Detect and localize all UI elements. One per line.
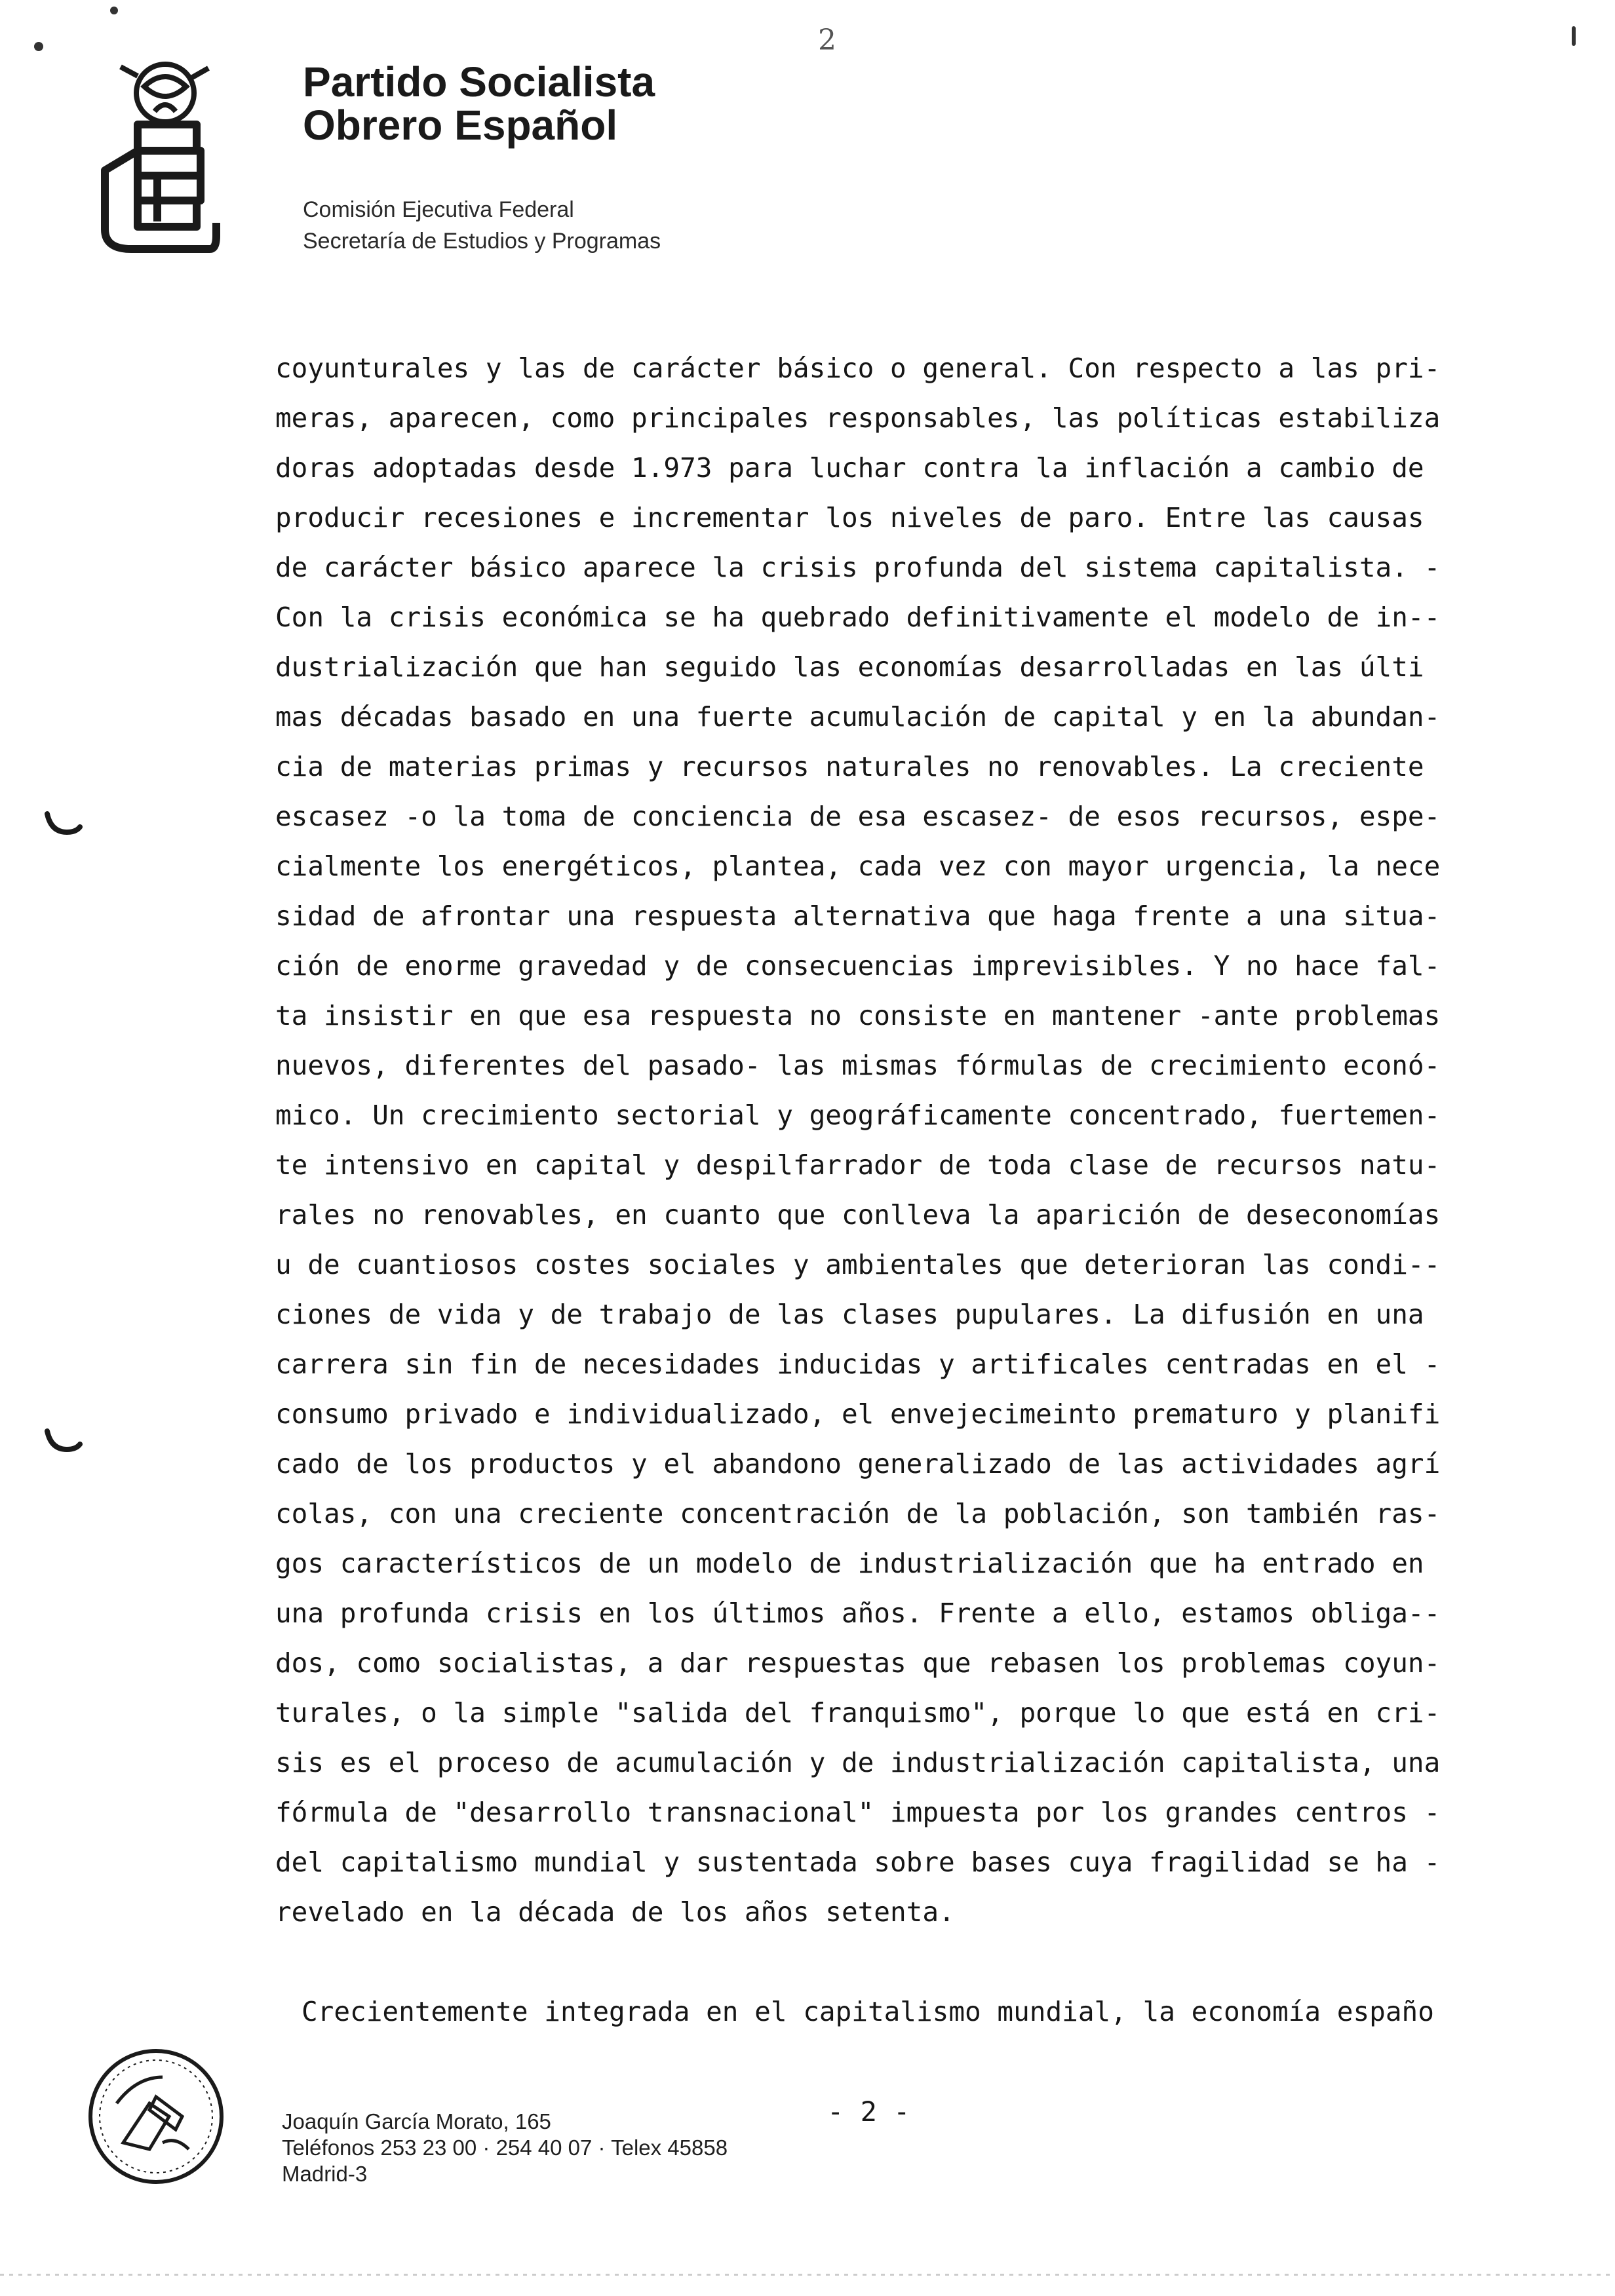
punch-hole-mark-icon <box>43 1427 83 1453</box>
text-line: de carácter básico aparece la crisis profunda del sistema capitalista. - <box>275 552 1441 583</box>
text-line: sidad de afrontar una respuesta alternativa que haga frente a una situa- <box>275 900 1441 932</box>
text-line: consumo privado e individualizado, el envejecimeinto prematuro y planifi <box>275 1398 1441 1430</box>
body-paragraph-1 <box>275 343 1488 1937</box>
address-phones: Teléfonos 253 23 00 · 254 40 07 · Telex 45858 <box>282 2135 728 2160</box>
text-line: ciones de vida y de trabajo de las clases pupulares. La difusión en una <box>275 1299 1424 1330</box>
punch-hole-mark-icon <box>43 810 83 836</box>
text-line: colas, con una creciente concentración de la población, son también ras- <box>275 1498 1441 1529</box>
text-line: producir recesiones e incrementar los niveles de paro. Entre las causas <box>275 502 1424 533</box>
text-line: doras adoptadas desde 1.973 para luchar contra la inflación a cambio de <box>275 452 1424 484</box>
department-line1: Comisión Ejecutiva Federal <box>303 197 574 222</box>
body-paragraph-2 <box>275 1987 1488 2037</box>
text-line: coyunturales y las de carácter básico o general. Con respecto a las pri- <box>275 353 1441 384</box>
text-line: cialmente los energéticos, plantea, cada vez con mayor urgencia, la nece <box>275 851 1441 882</box>
text-line: dustrialización que han seguido las economías desarrolladas en las últi <box>275 651 1424 683</box>
scan-edge-line <box>0 2274 1615 2276</box>
text-line: ta insistir en que esa respuesta no consiste en mantener -ante problemas <box>275 1000 1441 1031</box>
scan-speck <box>34 42 43 51</box>
organization-name-line1: Partido Socialista <box>303 58 655 105</box>
text-line: mico. Un crecimiento sectorial y geográficamente concentrado, fuertemen- <box>275 1100 1441 1131</box>
text-line: cia de materias primas y recursos naturales no renovables. La creciente <box>275 751 1424 782</box>
text-line: carrera sin fin de necesidades inducidas y artificales centradas en el - <box>275 1349 1441 1380</box>
text-line: gos característicos de un modelo de industrialización que ha entrado en <box>275 1548 1424 1579</box>
text-line: revelado en la década de los años setenta. <box>275 1896 955 1928</box>
text-line: meras, aparecen, como principales responsables, las políticas estabiliza <box>275 402 1441 434</box>
text-line: u de cuantiosos costes sociales y ambientales que deterioran las condi-- <box>275 1249 1441 1280</box>
address-street: Joaquín García Morato, 165 <box>282 2109 551 2133</box>
text-line: ción de enorme gravedad y de consecuencias imprevisibles. Y no hace fal- <box>275 950 1441 982</box>
scan-speck <box>110 7 118 14</box>
organization-department <box>303 194 661 257</box>
page-number: - 2 - <box>827 2095 910 2128</box>
handwritten-page-mark: 2 <box>818 24 836 57</box>
text-line: fórmula de "desarrollo transnacional" impuesta por los grandes centros - <box>275 1797 1441 1828</box>
text-line: rales no renovables, en cuanto que conlleva la aparición de deseconomías <box>275 1199 1441 1231</box>
text-line: te intensivo en capital y despilfarrador de toda clase de recursos natu- <box>275 1149 1441 1181</box>
address-city: Madrid-3 <box>282 2162 368 2186</box>
footer-address <box>282 2109 728 2187</box>
text-line: nuevos, diferentes del pasado- las mismas fórmulas de crecimiento econó- <box>275 1050 1441 1081</box>
scan-speck <box>1572 26 1576 46</box>
text-line: Crecientemente integrada en el capitalismo mundial, la economía españo <box>302 1996 1434 2027</box>
document-body <box>275 343 1488 2037</box>
text-line: cado de los productos y el abandono generalizado de las actividades agrí <box>275 1448 1441 1480</box>
department-line2: Secretaría de Estudios y Programas <box>303 229 661 254</box>
round-seal-icon <box>84 2044 228 2189</box>
text-line: del capitalismo mundial y sustentada sobre bases cuya fragilidad se ha - <box>275 1846 1441 1878</box>
organization-name <box>303 60 655 147</box>
fist-and-rose-logo-icon <box>92 52 236 262</box>
text-line: Con la crisis económica se ha quebrado definitivamente el modelo de in-- <box>275 602 1441 633</box>
text-line: dos, como socialistas, a dar respuestas que rebasen los problemas coyun- <box>275 1647 1441 1679</box>
text-line: mas décadas basado en una fuerte acumulación de capital y en la abundan- <box>275 701 1441 733</box>
text-line: turales, o la simple "salida del franquismo", porque lo que está en cri- <box>275 1697 1441 1729</box>
organization-name-line2: Obrero Español <box>303 102 618 149</box>
text-line: escasez -o la toma de conciencia de esa escasez- de esos recursos, espe- <box>275 801 1441 832</box>
text-line: una profunda crisis en los últimos años. Frente a ello, estamos obliga-- <box>275 1598 1441 1629</box>
text-line: sis es el proceso de acumulación y de industrialización capitalista, una <box>275 1747 1441 1778</box>
